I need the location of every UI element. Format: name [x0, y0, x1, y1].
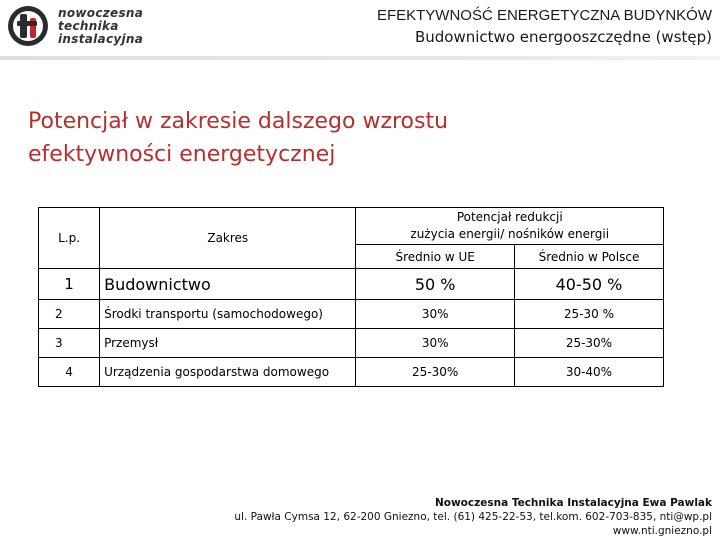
row-zakres: Urządzenia gospodarstwa domowego: [100, 358, 356, 387]
header-potencjal-line-1: Potencjał redukcji: [456, 210, 563, 224]
row-lp: 2: [39, 300, 100, 329]
header-zakres: Zakres: [100, 208, 356, 269]
row-zakres: Budownictwo: [100, 269, 356, 300]
table-row: [39, 300, 664, 329]
header-pl: Średnio w Polsce: [514, 245, 663, 269]
header-title: EFEKTYWNOŚĆ ENERGETYCZNA BUDYNKÓW: [376, 7, 712, 24]
logo-text: [58, 7, 143, 46]
row-ue: 30%: [356, 329, 514, 358]
logo-line-2: technika: [58, 19, 119, 33]
logo-line-1: nowoczesna: [58, 6, 144, 20]
page-title-line-1: Potencjał w zakresie dalszego wzrostu: [28, 109, 449, 134]
efficiency-table: [38, 207, 664, 387]
table-row: [39, 269, 664, 300]
row-ue: 25-30%: [356, 358, 514, 387]
row-zakres: Środki transportu (samochodowego): [100, 300, 356, 329]
row-pl: 25-30 %: [514, 300, 663, 329]
table-row: [39, 329, 664, 358]
footer: [234, 496, 712, 538]
table-header-row: [39, 208, 664, 245]
footer-website: www.nti.gniezno.pl: [612, 525, 712, 537]
row-lp: 1: [39, 269, 100, 300]
row-pl: 30-40%: [514, 358, 663, 387]
row-pl: 25-30%: [514, 329, 663, 358]
row-ue: 50 %: [356, 269, 514, 300]
logo-line-3: instalacyjna: [58, 32, 144, 46]
footer-company: Nowoczesna Technika Instalacyjna Ewa Pawlak: [434, 497, 712, 509]
company-logo: [6, 4, 146, 50]
footer-address: ul. Pawła Cymsa 12, 62-200 Gniezno, tel. (61) 425-22-53, tel.kom. 602-703-835, nti@wp.pl: [234, 511, 712, 523]
row-lp: 4: [39, 358, 100, 387]
row-zakres: Przemysł: [100, 329, 356, 358]
page-title: [28, 105, 628, 171]
row-pl: 40-50 %: [514, 269, 663, 300]
header-lp: L.p.: [39, 208, 100, 269]
page-title-line-2: efektywności energetycznej: [28, 142, 336, 167]
header-subtitle: Budownictwo energooszczędne (wstęp): [414, 28, 712, 46]
row-ue: 30%: [356, 300, 514, 329]
row-lp: 3: [39, 329, 100, 358]
header-ue: Średnio w UE: [356, 245, 514, 269]
header-potencjal-line-2: zużycia energii/ nośników energii: [410, 227, 610, 241]
header-potencjal: [356, 208, 664, 245]
header-divider: [0, 56, 720, 60]
nti-logo-icon: [6, 4, 50, 48]
table-row: [39, 358, 664, 387]
